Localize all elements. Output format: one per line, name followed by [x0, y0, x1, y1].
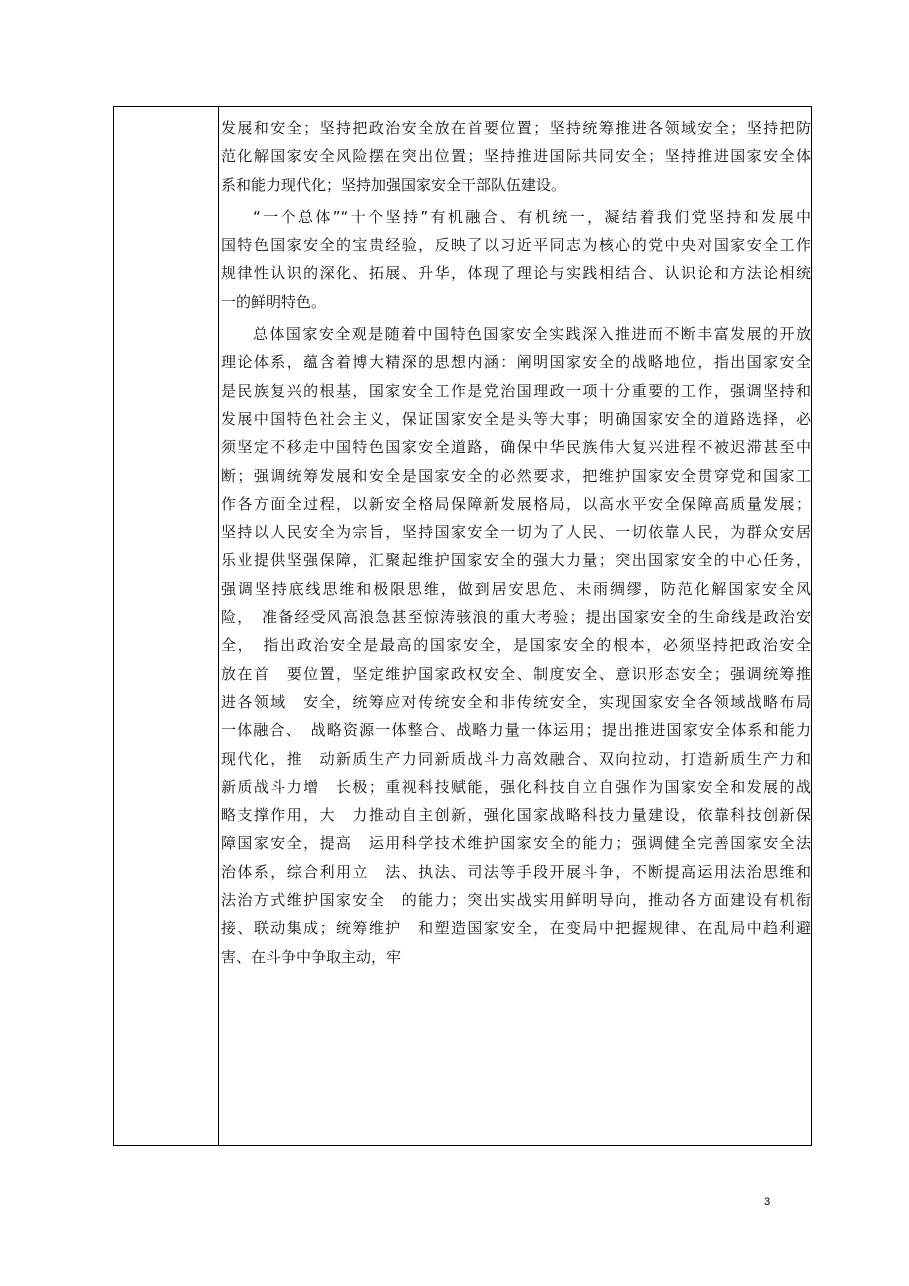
text-line: 系和能力现代化；坚持加强国家安全干部队伍建设。 [221, 175, 567, 194]
paragraph [221, 203, 811, 316]
text-line: 范化解国家安全风险摆在突出位置；坚持推进国际共同安全；坚持推进国家安全体 [221, 147, 811, 166]
form-table [113, 106, 812, 1146]
text-line: 坚持以人民安全为宗旨，坚持国家安全一切为了人民、一切依靠人民，为群众安居 [221, 523, 811, 542]
text-line: 险， 准备经受风高浪急甚至惊涛骇浪的重大考验；提出国家安全的生命线是政治安 [221, 608, 811, 627]
text-line: 规律性认识的深化、拓展、升华，体现了理论与实践相结合、认识论和方法论相统 [221, 264, 811, 283]
text-line: 治体系，综合利用立 法、执法、司法等手段开展斗争，不断提高运用法治思维和 [221, 862, 811, 881]
text-line: 断；强调统筹发展和安全是国家安全的必然要求，把维护国家安全贯穿党和国家工 [221, 466, 811, 485]
text-line: 是民族复兴的根基，国家安全工作是党治国理政一项十分重要的工作，强调坚持和 [221, 381, 811, 400]
text-line: 接、联动集成；统筹维护 和塑造国家安全，在变局中把握规律、在乱局中趋利避 [221, 919, 811, 938]
text-line: 障国家安全，提高 运用科学技术维护国家安全的能力；强调健全完善国家安全法 [221, 834, 811, 853]
text-line: 须坚定不移走中国特色国家安全道路，确保中华民族伟大复兴进程不被迟滞甚至中 [221, 438, 811, 457]
text-line: 现代化，推 动新质生产力同新质战斗力高效融合、双向拉动，打造新质生产力和 [221, 749, 811, 768]
table-label-column [114, 107, 219, 1145]
text-line: 乐业提供坚强保障，汇聚起维护国家安全的强大力量；突出国家安全的中心任务， [221, 551, 811, 570]
text-line: 理论体系，蕴含着博大精深的思想内涵：阐明国家安全的战略地位，指出国家安全 [221, 353, 811, 372]
text-line: 国特色国家安全的宝贵经验，反映了以习近平同志为核心的党中央对国家安全工作 [221, 236, 811, 255]
text-line: 一的鲜明特色。 [221, 292, 327, 311]
text-line: 发展中国特色社会主义，保证国家安全是头等大事；明确国家安全的道路选择，必 [221, 409, 811, 428]
text-line: 强调坚持底线思维和极限思维，做到居安思危、未雨绸缪，防范化解国家安全风 [221, 579, 811, 598]
text-line: 放在首 要位置，坚定维护国家政权安全、制度安全、意识形态安全；强调统筹推 [221, 664, 811, 683]
text-line: 进各领域 安全，统筹应对传统安全和非传统安全，实现国家安全各领域战略布局 [221, 692, 811, 711]
text-line: 总体国家安全观是随着中国特色国家安全实践深入推进而不断丰富发展的开放 [253, 325, 811, 344]
text-line: 发展和安全；坚持把政治安全放在首要位置；坚持统筹推进各领域安全；坚持把防 [221, 119, 811, 137]
table-content-cell [221, 114, 811, 971]
text-line: 略支撑作用，大 力推动自主创新，强化国家战略科技力量建设，依靠科技创新保 [221, 806, 811, 825]
text-line: 新质战斗力增 长极；重视科技赋能，强化科技自立自强作为国家安全和发展的战 [221, 777, 811, 796]
text-line: 全， 指出政治安全是最高的国家安全，是国家安全的根本，必须坚持把政治安全 [221, 636, 811, 655]
paragraph [221, 320, 811, 971]
paragraph [221, 114, 811, 199]
text-line: 法治方式维护国家安全 的能力；突出实战实用鲜明导向，推动各方面建设有机衔 [221, 891, 811, 910]
text-line: “一个总体”“十个坚持”有机融合、有机统一，凝结着我们党坚持和发展中 [253, 207, 811, 226]
text-line: 害、在斗争中争取主动，牢 [221, 947, 402, 966]
text-line: 作各方面全过程，以新安全格局保障新发展格局，以高水平安全保障高质量发展； [221, 494, 811, 513]
page-number: 3 [763, 1196, 771, 1208]
text-line: 一体融合、 战略资源一体整合、战略力量一体运用；提出推进国家安全体系和能力 [221, 721, 811, 740]
